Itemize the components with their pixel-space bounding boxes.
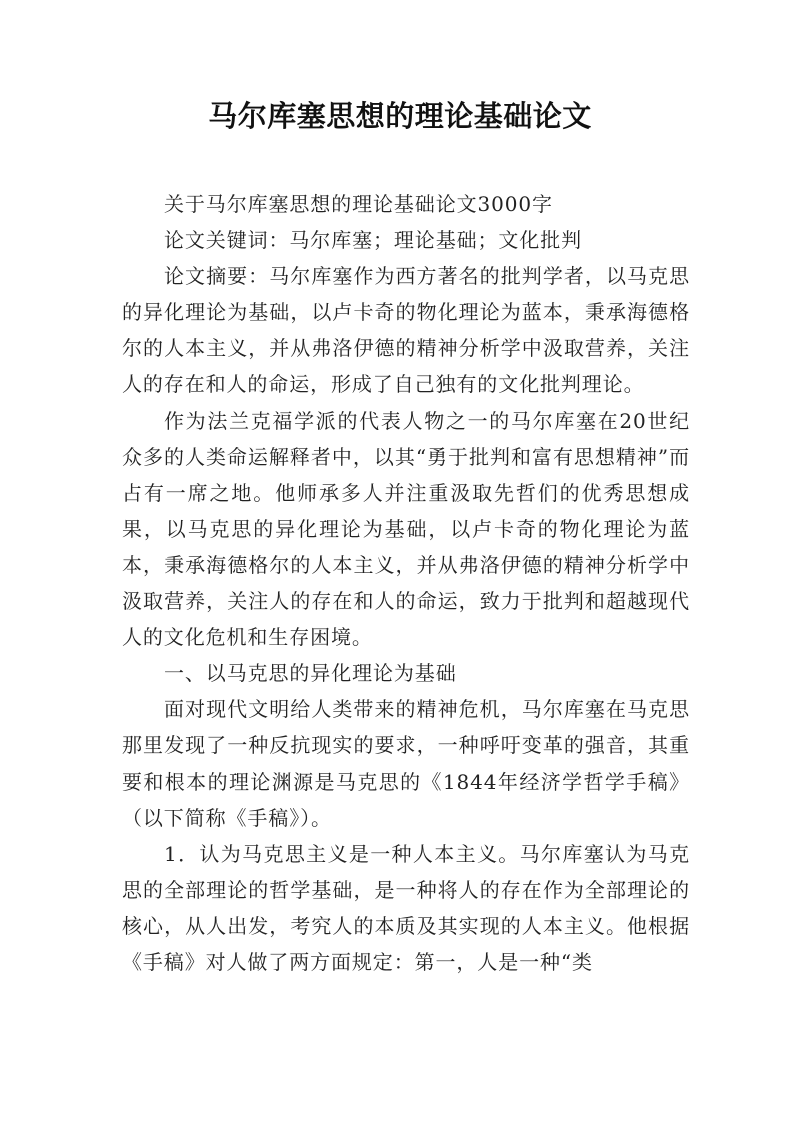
keywords-paragraph: 论文关键词：马尔库塞；理论基础；文化批判 — [164, 228, 582, 253]
section-heading: 一、以马克思的异化理论为基础 — [164, 661, 457, 686]
body-paragraph: 1．认为马克思主义是一种人本主义。马尔库塞认为马克思的全部理论的哲学基础，是一种将人的存在作为全部理论的核心，从人出发，考究人的本质及其实现的人本主义。他根据《手稿》对人做了两方面规定：第一，人是一种“类 — [122, 841, 690, 974]
paper-subtitle: 关于马尔库塞思想的理论基础论文3000字 — [164, 192, 553, 216]
page-title: 马尔库塞思想的理论基础论文 — [208, 99, 592, 133]
body-paragraph: 面对现代文明给人类带来的精神危机，马尔库塞在马克思那里发现了一种反抗现实的要求，一种呼吁变革的强音，其重要和根本的理论渊源是马克思的《1844年经济学哲学手稿》（以下简称《手稿》）。 — [122, 697, 690, 830]
abstract-paragraph: 论文摘要：马尔库塞作为西方著名的批判学者，以马克思的异化理论为基础，以卢卡奇的物化理论为蓝本，秉承海德格尔的人本主义，并从弗洛伊德的精神分析学中汲取营养，关注人的存在和人的命运，形成了自己独有的文化批判理论。 — [122, 264, 690, 397]
document-body — [122, 186, 690, 980]
intro-paragraph: 作为法兰克福学派的代表人物之一的马尔库塞在20世纪众多的人类命运解释者中，以其“勇于批判和富有思想精神”而占有一席之地。他师承多人并注重汲取先哲们的优秀思想成果，以马克思的异化理论为基础，以卢卡奇的物化理论为蓝本，秉承海德格尔的人本主义，并从弗洛伊德的精神分析学中汲取营养，关注人的存在和人的命运，致力于批判和超越现代人的文化危机和生存困境。 — [122, 408, 690, 650]
